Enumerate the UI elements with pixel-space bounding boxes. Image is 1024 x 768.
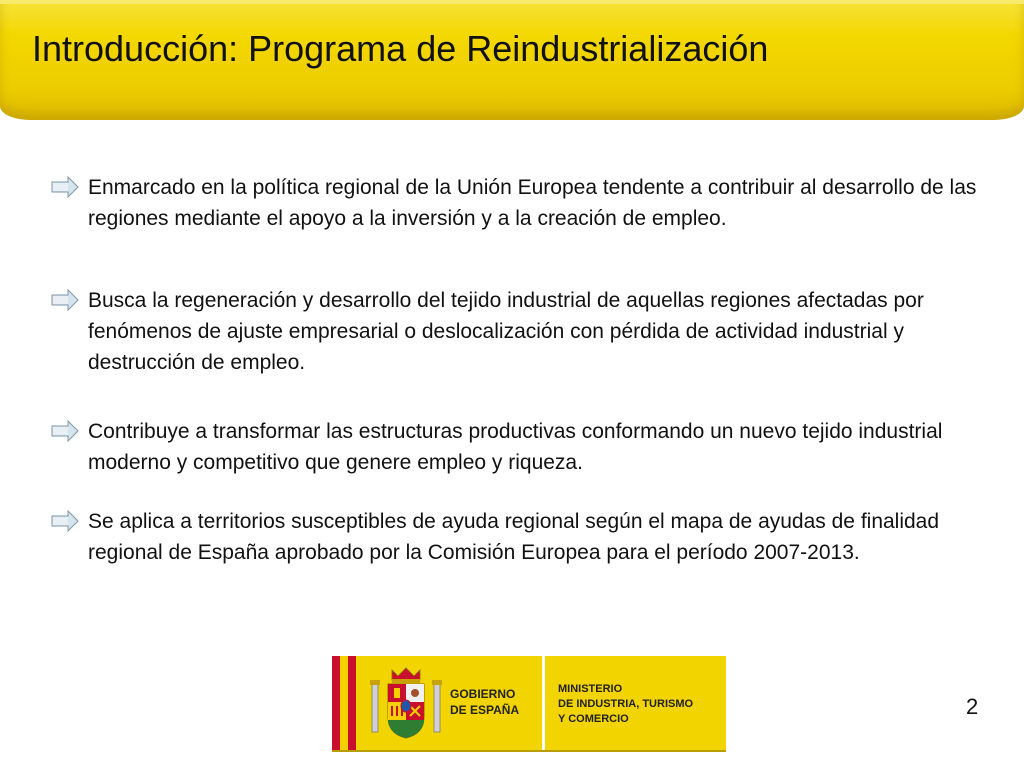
bullet-text: Busca la regeneración y desarrollo del tejido industrial de aquellas regiones afectadas por fenómenos de ajuste empresarial o deslocalización con pérdida de actividad industrial y destrucción de empleo. <box>88 289 924 374</box>
bullet-text: Contribuye a transformar las estructuras productivas conformando un nuevo tejido industrial moderno y competitivo que genere empleo y riqueza. <box>88 420 943 474</box>
flag-strip <box>332 656 356 750</box>
coat-of-arms-icon <box>366 664 446 744</box>
ministry-line: MINISTERIO <box>558 683 623 695</box>
arrow-bullet-icon <box>50 418 80 444</box>
logo-divider <box>542 656 545 750</box>
government-line: GOBIERNO <box>450 687 516 701</box>
bullet-text: Enmarcado en la política regional de la Unión Europea tendente a contribuir al desarrollo de las regiones mediante el apoyo a la inversión y a la creación de empleo. <box>88 176 977 230</box>
title-band <box>0 0 1024 120</box>
government-line: DE ESPAÑA <box>450 703 520 717</box>
slide-title: Introducción: Programa de Reindustrialización <box>32 28 769 69</box>
arrow-bullet-icon <box>50 508 80 534</box>
star-icon: ★ <box>341 666 348 673</box>
government-logo <box>332 656 726 752</box>
star-icon: ★ <box>341 698 348 705</box>
star-icon: ★ <box>341 682 348 689</box>
arrow-bullet-icon <box>50 287 80 313</box>
ministry-name <box>558 682 693 727</box>
ministry-line: Y COMERCIO <box>558 713 629 725</box>
ministry-line: DE INDUSTRIA, TURISMO <box>558 698 694 710</box>
page-number: 2 <box>966 694 979 719</box>
star-icon: ★ <box>341 730 348 737</box>
bullet-text: Se aplica a territorios susceptibles de ayuda regional según el mapa de ayudas de finalidad regional de España aprobado por la Comisión Europea para el período 2007-2013. <box>88 510 940 564</box>
star-icon: ★ <box>341 714 348 721</box>
arrow-bullet-icon <box>50 174 80 200</box>
government-name <box>450 686 519 718</box>
